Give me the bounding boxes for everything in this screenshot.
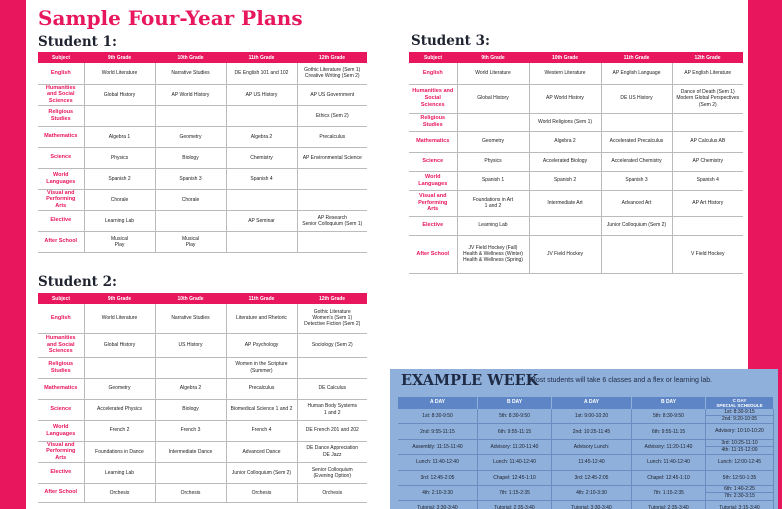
course-cell: Chorale [84,189,155,210]
course-cell: World Religions (Sem 1) [529,113,601,131]
schedule-cell: Chapel: 12:45-1:10 [632,471,706,486]
week-header: B DAY [632,397,706,409]
example-week-table [398,397,774,509]
schedule-cell: Lunch: 11:40-12:40 [478,455,552,470]
subject-label: Science [38,399,84,420]
course-cell: Geometry [155,126,226,147]
course-cell: Accelerated Biology [529,152,601,171]
course-cell: World Literature [84,304,155,333]
course-cell [155,105,226,126]
course-cell: Literature and Rhetoric [226,304,297,333]
course-cell: Geometry [457,131,529,152]
course-cell: Physics [457,152,529,171]
course-cell: Human Body Systems 1 and 2 [297,399,367,420]
plan-row-visual-and-performing-arts [409,190,743,216]
schedule-cell: 6th: 9:55-11:15 [632,424,706,439]
course-cell: Junior Colloquium (Sem 2) [601,216,672,235]
plan-row-after-school [38,231,367,252]
course-cell [155,210,226,231]
example-week-panel [390,369,778,509]
course-cell: Accelerated Chemistry [601,152,672,171]
c-day-cell: 1st: 8:30-9:15 [706,409,773,416]
course-cell: Learning Lab [84,210,155,231]
plan-row-english [38,63,367,84]
week-row [398,440,774,455]
course-cell: World Literature [84,63,155,84]
course-cell: Precalculus [297,126,367,147]
schedule-cell: Lunch: 11:40-12:40 [632,455,706,470]
schedule-cell: Assembly: 11:15-11:40 [398,440,478,455]
course-cell [84,105,155,126]
course-cell: Narrative Studies [155,63,226,84]
course-cell: Spanish 3 [155,168,226,189]
subject-label: After School [409,235,457,273]
column-header-12th-grade: 12th Grade [297,52,367,63]
c-day-cell: 6th: 1:40-2:25 [706,486,773,493]
course-cell: Senior Colloquium (Evening Option) [297,462,367,483]
course-cell: Chorale [155,189,226,210]
column-header-9th-grade: 9th Grade [84,293,155,304]
schedule-cell: Advisory: 11:20-11:40 [632,440,706,455]
course-cell: Global History [457,84,529,113]
course-cell: Algebra 2 [529,131,601,152]
plan-row-elective [38,462,367,483]
schedule-cell: 5th: 8:30-9:50 [478,409,552,424]
plan-row-visual-and-performing-arts [38,189,367,210]
column-header-12th-grade: 12th Grade [297,293,367,304]
course-cell: Orchesis [84,483,155,502]
schedule-cell: 1st: 9:00-10:20 [552,409,632,424]
plan-row-after-school [38,483,367,502]
subject-label: English [38,63,84,84]
course-cell: Ethics (Sem 2) [297,105,367,126]
plan-row-religious-studies [409,113,743,131]
course-cell: Chemistry [226,147,297,168]
course-cell [601,235,672,273]
course-cell: Musical Play [155,231,226,252]
column-header-subject: Subject [38,52,84,63]
schedule-cell: 6th: 9:55-11:15 [478,424,552,439]
plan-row-humanities-and-social-sciences [38,84,367,105]
plan-row-mathematics [409,131,743,152]
week-row [398,471,774,486]
plan-row-science [38,147,367,168]
course-cell: AP World History [155,84,226,105]
course-cell: JV Field Hockey (Fall) Health & Wellness (Winter) Health & Wellness (Spring) [457,235,529,273]
student-3-plan-table [409,52,743,274]
course-cell: AP World History [529,84,601,113]
course-cell: Physics [84,147,155,168]
course-cell: Musical Play [84,231,155,252]
subject-label: Humanities and Social Sciences [409,84,457,113]
subject-label: Science [409,152,457,171]
course-cell: French 3 [155,420,226,441]
course-cell [226,231,297,252]
column-header-10th-grade: 10th Grade [529,52,601,63]
subject-label: Visual and Performing Arts [38,189,84,210]
schedule-cell: 3rd: 12:45-2:05 [552,471,632,486]
course-cell [457,113,529,131]
course-cell: AP Psychology [226,333,297,357]
subject-label: English [38,304,84,333]
course-cell: Orchesis [155,483,226,502]
course-cell [297,231,367,252]
plan-row-after-school [409,235,743,273]
student-1-plan-table [38,52,367,253]
course-cell: Foundations in Dance [84,441,155,462]
course-cell: AP Seminar [226,210,297,231]
course-cell: DE US History [601,84,672,113]
subject-label: Elective [38,462,84,483]
course-cell: Orchesis [226,483,297,502]
subject-label: World Languages [38,420,84,441]
week-header: A DAY [552,397,632,409]
course-cell: French 2 [84,420,155,441]
plan-row-humanities-and-social-sciences [38,333,367,357]
course-cell: Biology [155,399,226,420]
plan-row-science [409,152,743,171]
week-row [398,501,774,509]
plan-row-religious-studies [38,357,367,378]
subject-label: Science [38,147,84,168]
subject-label: Religious Studies [38,105,84,126]
course-cell: Junior Colloquium (Sem 2) [226,462,297,483]
subject-label: After School [38,231,84,252]
course-cell: Algebra 2 [155,378,226,399]
course-cell: AP Calculus AB [672,131,743,152]
course-cell: Orchesis [297,483,367,502]
plan-row-visual-and-performing-arts [38,441,367,462]
course-cell: Learning Lab [84,462,155,483]
schedule-cell: 5th: 8:30-9:50 [632,409,706,424]
plan-row-world-languages [38,168,367,189]
subject-label: Humanities and Social Sciences [38,333,84,357]
page-title: Sample Four-Year Plans [38,6,303,30]
column-header-subject: Subject [38,293,84,304]
schedule-cell: 11:45-12:40 [552,455,632,470]
column-header-10th-grade: 10th Grade [155,293,226,304]
plan-row-world-languages [409,171,743,190]
course-cell: Gothic Literature Women's (Sem 1) Detective Fiction (Sem 2) [297,304,367,333]
course-cell: Sociology (Sem 2) [297,333,367,357]
c-day-cell: Lunch: 12:00-12:45 [717,459,762,466]
week-header-c-day: C DAY SPECIAL SCHEDULE [706,397,774,409]
course-cell: Spanish 1 [457,171,529,190]
course-cell [297,357,367,378]
course-cell [672,216,743,235]
course-cell: JV Field Hockey [529,235,601,273]
subject-label: Religious Studies [38,357,84,378]
week-row [398,486,774,501]
course-cell: AP US History [226,84,297,105]
course-cell: Advanced Art [601,190,672,216]
example-week-note: Most students will take 6 classes and a flex or learning lab. [530,377,713,384]
subject-label: Elective [409,216,457,235]
subject-label: Mathematics [409,131,457,152]
student-2-title: Student 2: [38,274,117,290]
course-cell: Intermediate Dance [155,441,226,462]
schedule-cell: 2nd: 10:25-11:45 [552,424,632,439]
course-cell: AP Art History [672,190,743,216]
column-header-10th-grade: 10th Grade [155,52,226,63]
student-1-title: Student 1: [38,34,117,50]
course-cell: DE English 101 and 102 [226,63,297,84]
column-header-9th-grade: 9th Grade [457,52,529,63]
course-cell: Narrative Studies [155,304,226,333]
course-cell: DE Dance Appreciation DE Jazz [297,441,367,462]
week-row [398,409,774,424]
course-cell [226,105,297,126]
subject-label: Mathematics [38,126,84,147]
plan-row-religious-studies [38,105,367,126]
subject-label: Humanities and Social Sciences [38,84,84,105]
course-cell [297,189,367,210]
column-header-12th-grade: 12th Grade [672,52,743,63]
subject-label: Religious Studies [409,113,457,131]
course-cell: Foundations in Art 1 and 2 [457,190,529,216]
course-cell: DE French 201 and 202 [297,420,367,441]
course-cell: Spanish 4 [226,168,297,189]
course-cell: World Literature [457,63,529,84]
subject-label: After School [38,483,84,502]
student-3-title: Student 3: [411,33,490,49]
course-cell: Algebra 1 [84,126,155,147]
course-cell [601,113,672,131]
c-day-cell: Tutorial: 3:15-3:40 [719,505,760,509]
week-header: B DAY [478,397,552,409]
course-cell [672,113,743,131]
schedule-cell: Advisory Lunch: [552,440,632,455]
course-cell [155,357,226,378]
plan-row-world-languages [38,420,367,441]
course-cell: Accelerated Physics [84,399,155,420]
plan-row-mathematics [38,378,367,399]
schedule-cell: 2nd: 9:55-11:15 [398,424,478,439]
column-header-subject: Subject [409,52,457,63]
course-cell: Spanish 4 [672,171,743,190]
c-day-cell: 7th: 2:30-3:15 [724,493,755,500]
subject-label: Visual and Performing Arts [409,190,457,216]
course-cell: Intermediate Art [529,190,601,216]
schedule-cell: 7th: 1:15-2:35 [632,486,706,501]
course-cell: Women in the Scripture (Summer) [226,357,297,378]
course-cell: AP Environmental Science [297,147,367,168]
subject-label: World Languages [409,171,457,190]
course-cell: US History [155,333,226,357]
schedule-cell: Tutorial: 3:30-3:40 [552,501,632,509]
schedule-cell: Tutorial: 3:30-3:40 [398,501,478,509]
left-accent-bar [0,0,26,509]
course-cell: Global History [84,84,155,105]
course-cell: Spanish 2 [84,168,155,189]
schedule-cell: Tutorial: 2:35-3:40 [632,501,706,509]
c-day-cell: 5th: 12:50-1:35 [722,474,757,481]
plan-row-english [409,63,743,84]
schedule-cell: Tutorial: 2:35-3:40 [478,501,552,509]
course-cell: Accelerated Precalculus [601,131,672,152]
plan-row-elective [38,210,367,231]
column-header-11th-grade: 11th Grade [226,293,297,304]
course-cell: AP English Literature [672,63,743,84]
week-row [398,424,774,439]
plan-row-science [38,399,367,420]
subject-label: Mathematics [38,378,84,399]
course-cell: French 4 [226,420,297,441]
course-cell: Spanish 2 [529,171,601,190]
schedule-cell: 1st: 8:30-9:50 [398,409,478,424]
plan-row-mathematics [38,126,367,147]
course-cell: Global History [84,333,155,357]
plan-row-humanities-and-social-sciences [409,84,743,113]
course-cell: AP Chemistry [672,152,743,171]
course-cell: Biomedical Science 1 and 2 [226,399,297,420]
course-cell: AP English Language [601,63,672,84]
course-cell: Learning Lab [457,216,529,235]
course-cell: Biology [155,147,226,168]
student-2-plan-table [38,293,367,503]
schedule-cell: 7th: 1:15-2:35 [478,486,552,501]
schedule-cell: Lunch: 11:40-12:40 [398,455,478,470]
course-cell: AP Research Senior Colloquium (Sem 1) [297,210,367,231]
course-cell: Precalculus [226,378,297,399]
subject-label: Elective [38,210,84,231]
course-cell [155,462,226,483]
course-cell [529,216,601,235]
course-cell: Geometry [84,378,155,399]
schedule-cell: 4th: 2:10-3:30 [398,486,478,501]
week-header: A DAY [398,397,478,409]
course-cell: Spanish 3 [601,171,672,190]
c-day-cell: Advisory: 10:10-10:20 [715,428,764,435]
example-week-title: EXAMPLE WEEK [401,372,539,389]
course-cell [226,189,297,210]
schedule-cell: Chapel: 12:45-1:10 [478,471,552,486]
schedule-cell: 3rd: 12:45-2:05 [398,471,478,486]
subject-label: World Languages [38,168,84,189]
week-row [398,455,774,470]
course-cell: AP US Government [297,84,367,105]
course-cell: Western Literature [529,63,601,84]
course-cell: Advanced Dance [226,441,297,462]
course-cell: Dance of Death (Sem 1) Modern Global Perspectives (Sem 2) [672,84,743,113]
schedule-cell: Advisory: 11:20-11:40 [478,440,552,455]
course-cell: Algebra 2 [226,126,297,147]
course-cell: DE Calculus [297,378,367,399]
course-cell [297,168,367,189]
plan-row-english [38,304,367,333]
schedule-cell: 4th: 2:10-3:30 [552,486,632,501]
subject-label: English [409,63,457,84]
c-day-cell: 2nd: 9:20-10:05 [721,416,758,423]
subject-label: Visual and Performing Arts [38,441,84,462]
plan-row-elective [409,216,743,235]
c-day-cell: 4th: 11:15-12:00 [721,446,758,453]
course-cell: V Field Hockey [672,235,743,273]
course-cell: Gothic Literature (Sem 1) Creative Writing (Sem 2) [297,63,367,84]
column-header-9th-grade: 9th Grade [84,52,155,63]
column-header-11th-grade: 11th Grade [226,52,297,63]
c-day-cell: 3rd: 10:25-11:10 [706,440,773,447]
course-cell [84,357,155,378]
column-header-11th-grade: 11th Grade [601,52,672,63]
